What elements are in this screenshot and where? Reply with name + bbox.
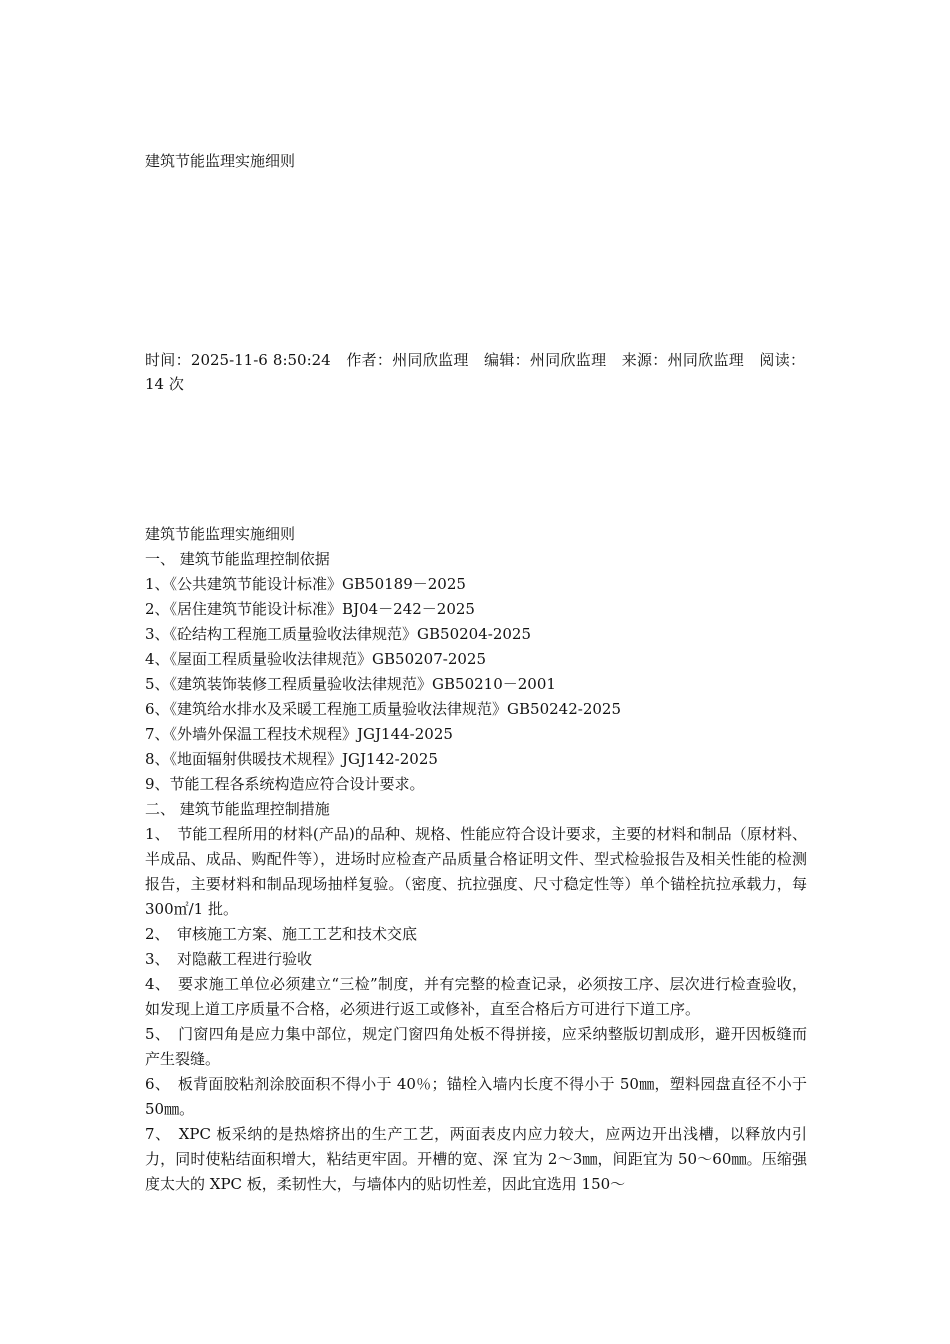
list-item: 6、 板背面胶粘剂涂胶面积不得小于 40％；锚栓入墙内长度不得小于 50㎜，塑料园盘直径不小于 50㎜。	[145, 1075, 807, 1118]
document-body	[145, 522, 807, 1197]
list-item: 4、 要求施工单位必须建立“三检”制度，并有完整的检查记录，必须按工序、层次进行检查验收，如发现上道工序质量不合格，必须进行返工或修补，直至合格后方可进行下道工序。	[145, 975, 807, 1018]
list-item: 1、《公共建筑节能设计标准》GB50189－2025	[145, 575, 466, 593]
list-item: 4、《屋面工程质量验收法律规范》GB50207-2025	[145, 650, 487, 668]
list-item: 9、节能工程各系统构造应符合设计要求。	[145, 775, 425, 793]
list-item: 6、《建筑给水排水及采暖工程施工质量验收法律规范》GB50242-2025	[145, 700, 622, 718]
list-item: 2、 审核施工方案、施工工艺和技术交底	[145, 925, 418, 943]
article-meta	[145, 348, 805, 396]
list-item: 3、 对隐蔽工程进行验收	[145, 950, 313, 968]
section-heading-basis: 一、 建筑节能监理控制依据	[145, 550, 330, 568]
list-item: 2、《居住建筑节能设计标准》BJ04－242－2025	[145, 600, 475, 618]
list-item: 3、《砼结构工程施工质量验收法律规范》GB50204-2025	[145, 625, 532, 643]
body-title: 建筑节能监理实施细则	[145, 525, 296, 543]
article-meta-text: 时间：2025-11-6 8:50:24 作者：州同欣监理 编辑：州同欣监理 来源：州同欣监理 阅读：14 次	[145, 351, 805, 393]
list-item: 8、《地面辐射供暖技术规程》JGJ142-2025	[145, 750, 438, 768]
list-item: 1、 节能工程所用的材料(产品)的品种、规格、性能应符合设计要求，主要的材料和制品（原材料、半成品、成品、购配件等），进场时应检查产品质量合格证明文件、型式检验报告及相关性能的检测报告，主要材料和制品现场抽样复验。（密度、抗拉强度、尺寸稳定性等）单个锚栓抗拉承载力，每 300㎡/1 批。	[145, 825, 807, 918]
section-heading-measures: 二、 建筑节能监理控制措施	[145, 800, 330, 818]
list-item: 5、 门窗四角是应力集中部位，规定门窗四角处板不得拼接，应采纳整版切割成形，避开因板缝而产生裂缝。	[145, 1025, 807, 1068]
list-item: 7、《外墙外保温工程技术规程》JGJ144-2025	[145, 725, 453, 743]
document-title: 建筑节能监理实施细则	[145, 152, 296, 170]
list-item: 7、 XPC 板采纳的是热熔挤出的生产工艺，两面表皮内应力较大，应两边开出浅槽，以释放内引力，同时使粘结面积增大，粘结更牢固。开槽的宽、深 宜为 2～3㎜，间距宜为 50～60㎜。压缩强度太大的 XPC 板，柔韧性大，与墙体内的贴切性差，因此宜选用 150～	[145, 1125, 807, 1193]
list-item: 5、《建筑装饰装修工程质量验收法律规范》GB50210－2001	[145, 675, 556, 693]
